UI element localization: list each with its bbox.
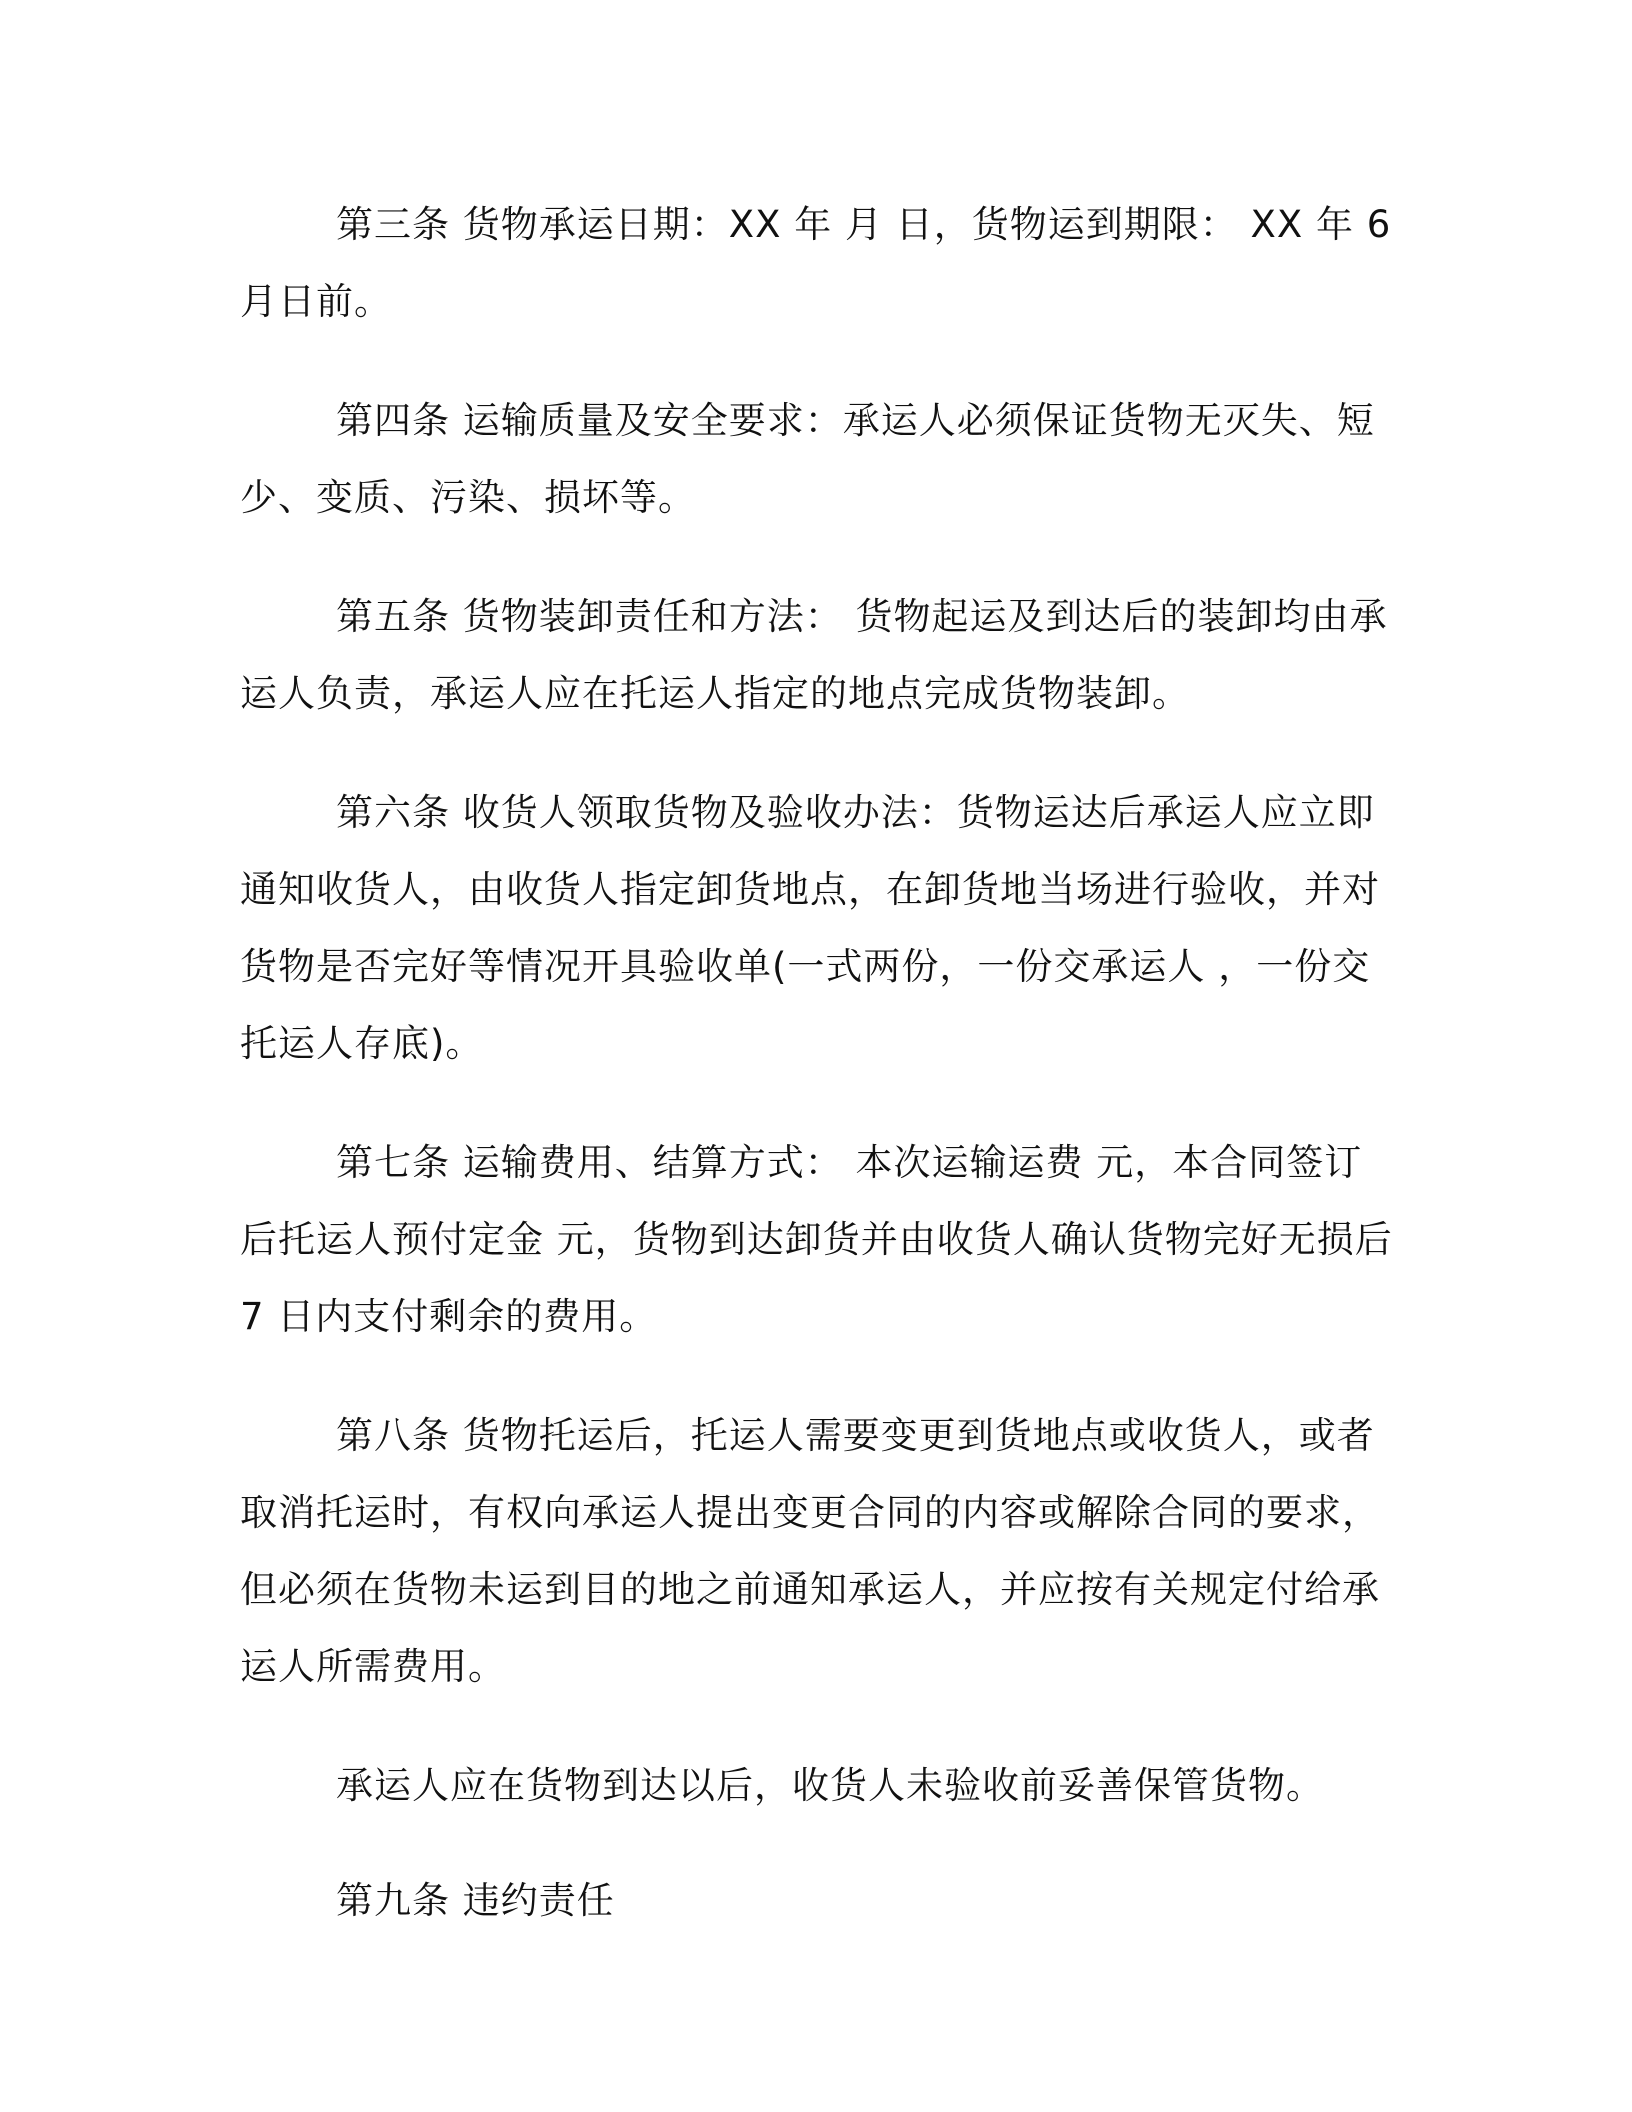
article-5-paragraph: 第五条 货物装卸责任和方法： 货物起运及到达后的装卸均由承运人负责，承运人应在托运人指定的地点完成货物装卸。 (240, 595, 1388, 715)
article-9-heading: 第九条 违约责任 (336, 1879, 615, 1922)
article-3-paragraph: 第三条 货物承运日期：XX 年 月 日，货物运到期限： XX 年 6 月日前。 (240, 203, 1392, 323)
article-8-paragraph: 第八条 货物托运后，托运人需要变更到货地点或收货人，或者取消托运时，有权向承运人提出变更合同的内容或解除合同的要求，但必须在货物未运到目的地之前通知承运人，并应按有关规定付给承运人所需费用。 (240, 1414, 1380, 1688)
article-7-paragraph: 第七条 运输费用、结算方式： 本次运输运费 元，本合同签订后托运人预付定金 元，货物到达卸货并由收货人确认货物完好无损后 7 日内支付剩余的费用。 (240, 1141, 1393, 1338)
carrier-custody-paragraph: 承运人应在货物到达以后，收货人未验收前妥善保管货物。 (336, 1764, 1324, 1807)
article-4-paragraph: 第四条 运输质量及安全要求：承运人必须保证货物无灭失、短少、变质、污染、损坏等。 (240, 399, 1375, 519)
document-page (240, 186, 1400, 1981)
article-6-paragraph: 第六条 收货人领取货物及验收办法：货物运达后承运人应立即通知收货人，由收货人指定卸货地点，在卸货地当场进行验收，并对货物是否完好等情况开具验收单(一式两份，一份交承运人 ，一份交托运人存底)。 (240, 791, 1380, 1065)
